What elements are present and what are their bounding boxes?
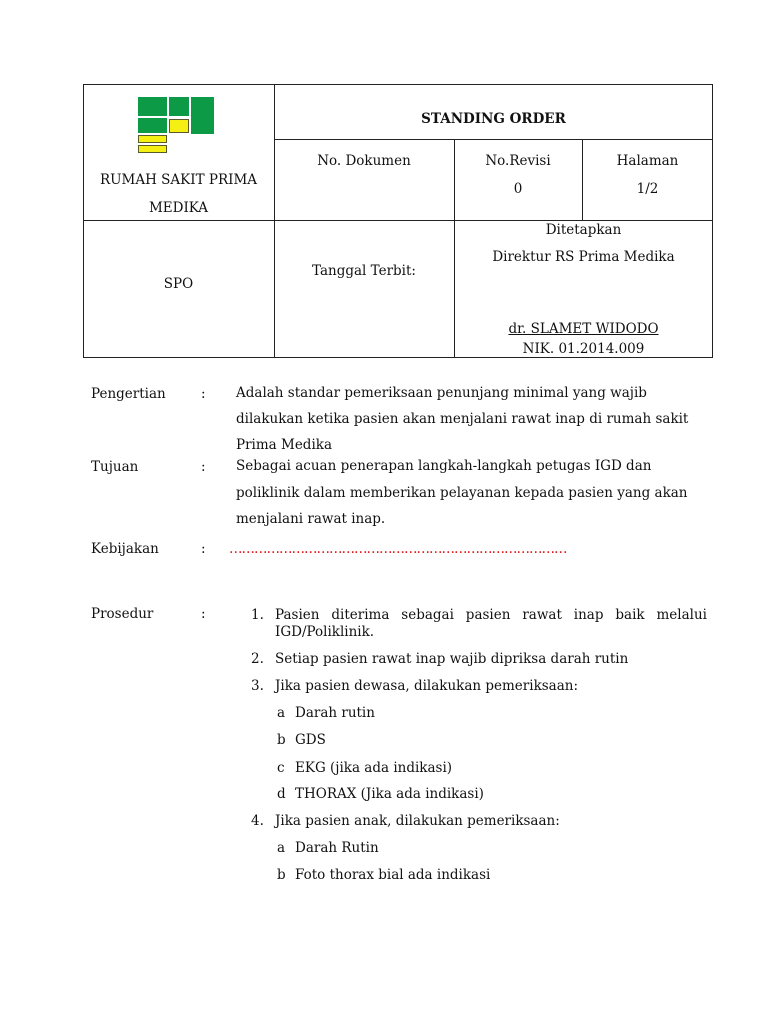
no-revisi-value: 0 bbox=[513, 181, 523, 197]
signatory-name: dr. SLAMET WIDODO bbox=[508, 321, 659, 337]
sub-item-text: EKG (jika ada indikasi) bbox=[295, 760, 453, 776]
sub-item-text: GDS bbox=[295, 732, 326, 748]
sub-item-letter: c bbox=[277, 760, 285, 776]
colon: : bbox=[201, 386, 206, 402]
pengertian-text: Adalah standar pemeriksaan penunjang minimal yang wajib dilakukan ketika pasien akan menjalani rawat inap di rumah sakit Prima Medika bbox=[236, 385, 689, 453]
hospital-name: RUMAH SAKIT PRIMA MEDIKA bbox=[99, 172, 258, 216]
kebijakan-label: Kebijakan bbox=[91, 541, 159, 557]
colon: : bbox=[201, 541, 206, 557]
step-text: Pasien diterima sebagai pasien rawat inap baik melalui IGD/Poliklinik. bbox=[275, 607, 707, 640]
step-number: 4. bbox=[251, 813, 264, 829]
step-number: 3. bbox=[251, 678, 264, 694]
tanggal-terbit-label: Tanggal Terbit: bbox=[312, 263, 416, 279]
no-revisi-label: No.Revisi bbox=[485, 153, 551, 169]
sub-item-letter: b bbox=[277, 732, 286, 748]
divider bbox=[582, 139, 583, 220]
ditetapkan-label: Ditetapkan bbox=[545, 222, 622, 238]
pengertian-label: Pengertian bbox=[91, 386, 166, 402]
sub-item-letter: a bbox=[277, 705, 286, 721]
step-number: 2. bbox=[251, 651, 264, 667]
sub-item-text: THORAX (Jika ada indikasi) bbox=[295, 786, 484, 802]
spo-label: SPO bbox=[163, 276, 194, 292]
prosedur-label: Prosedur bbox=[91, 606, 154, 622]
colon: : bbox=[201, 606, 206, 622]
jabatan-label: Direktur RS Prima Medika bbox=[492, 249, 675, 265]
tujuan-label: Tujuan bbox=[91, 459, 139, 475]
step-text: Jika pasien anak, dilakukan pemeriksaan: bbox=[275, 813, 560, 829]
sub-item-text: Darah rutin bbox=[295, 705, 375, 721]
step-text: Jika pasien dewasa, dilakukan pemeriksaan: bbox=[275, 678, 579, 694]
sub-item-letter: a bbox=[277, 840, 286, 856]
step-text: Setiap pasien rawat inap wajib dipriksa darah rutin bbox=[275, 651, 629, 667]
divider bbox=[274, 139, 713, 140]
no-dokumen-label: No. Dokumen bbox=[317, 153, 411, 169]
step-number: 1. bbox=[251, 607, 264, 623]
sub-item-letter: d bbox=[277, 786, 286, 802]
hospital-logo bbox=[138, 97, 214, 157]
signatory-nik: NIK. 01.2014.009 bbox=[522, 341, 645, 357]
sub-item-text: Darah Rutin bbox=[295, 840, 379, 856]
document-type-title: STANDING ORDER bbox=[421, 111, 566, 127]
sub-item-letter: b bbox=[277, 867, 286, 883]
tujuan-text: Sebagai acuan penerapan langkah-langkah petugas IGD dan poliklinik dalam memberikan pelayanan kepada pasien yang akan menjalani rawat inap. bbox=[236, 458, 688, 527]
colon: : bbox=[201, 459, 206, 475]
sub-item-text: Foto thorax bial ada indikasi bbox=[295, 867, 491, 883]
halaman-label: Halaman bbox=[616, 153, 679, 169]
kebijakan-placeholder: ……………………………………………………………………… bbox=[229, 541, 567, 557]
halaman-value: 1/2 bbox=[636, 181, 659, 197]
